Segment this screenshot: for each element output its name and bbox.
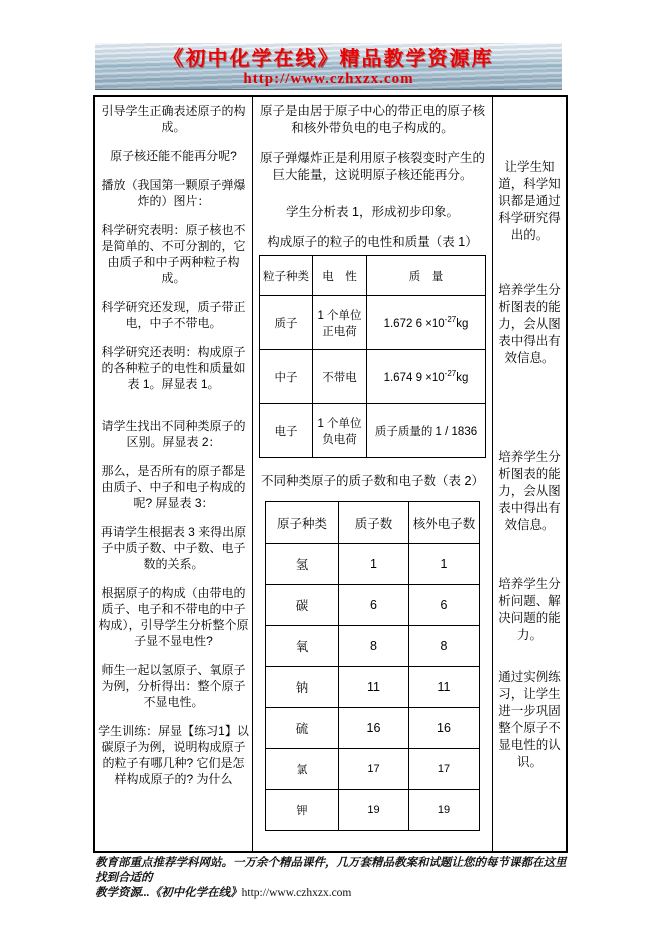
charge-cell: 不带电 [313,350,367,404]
mass-unit: kg [456,317,469,330]
teacher-activity-paragraph: 再请学生根据表 3 来得出原子中质子数、中子数、电子数的关系。 [100,525,247,571]
table-row [266,749,480,790]
content-paragraph: 原子是由居于原子中心的带正电的原子核和核外带负电的电子构成的。 [259,104,485,135]
proton-count-cell: 17 [339,749,409,790]
teacher-activity-paragraph: 科学研究还发现，质子带正电，中子不带电。 [101,300,246,330]
table-row [266,585,480,626]
teacher-activity-column [95,97,253,851]
table1-caption: 构成原子的粒子的电性和质量（表 1） [267,235,478,249]
particle-cell: 质子 [260,296,313,350]
mass-value: 质子质量的 1 / 1836 [374,425,478,438]
mass-cell [367,296,486,350]
table-row [260,296,486,350]
electron-count-cell: 6 [409,585,480,626]
teacher-activity-paragraph: 科学研究表明：原子核也不是简单的、不可分割的，它由质子和中子两种粒子构成。 [101,223,246,285]
table-header-cell: 粒子种类 [260,256,313,296]
table-header-row [266,502,480,544]
table-header-cell: 质 量 [367,256,486,296]
table-header-cell: 核外电子数 [409,502,480,544]
mass-exponent: -27 [444,369,457,379]
mass-cell [367,350,486,404]
proton-count-cell: 11 [339,667,409,708]
atom-type-cell: 硫 [266,708,339,749]
design-intent-paragraph: 培养学生分析图表的能力，会从图表中得出有效信息。 [498,450,561,532]
table-row [260,404,486,458]
electron-count-cell: 11 [409,667,480,708]
design-intent-column [493,97,566,851]
electron-count-cell: 1 [409,544,480,585]
electron-count-cell: 17 [409,749,480,790]
particle-properties-table [259,255,486,458]
atom-type-cell: 氢 [266,544,339,585]
teacher-activity-paragraph: 引导学生正确表述原子的构成。 [101,104,246,134]
table-row [266,667,480,708]
mass-unit: kg [456,371,469,384]
proton-count-cell: 6 [339,585,409,626]
teacher-activity-paragraph: 原子核还能不能再分呢? [110,149,237,163]
mass-cell [367,404,486,458]
atom-type-cell: 氯 [266,749,339,790]
atom-type-cell: 钠 [266,667,339,708]
design-intent-paragraph: 让学生知道，科学知识都是通过科学研究得出的。 [498,160,561,242]
proton-count-cell: 19 [339,790,409,831]
electron-count-cell: 8 [409,626,480,667]
proton-count-cell: 1 [339,544,409,585]
table-row [266,708,480,749]
teacher-activity-paragraph: 师生一起以氢原子、氧原子为例，分析得出：整个原子不显电性。 [101,663,246,709]
footer-line2-text: 教学资源...《初中化学在线》 [95,887,242,899]
proton-count-cell: 16 [339,708,409,749]
electron-count-cell: 16 [409,708,480,749]
atom-type-cell: 碳 [266,585,339,626]
teacher-activity-paragraph: 科学研究还表明：构成原子的各种粒子的电性和质量如表 1。屏显表 1。 [101,345,246,391]
content-paragraph: 原子弹爆炸正是利用原子核裂变时产生的巨大能量，这说明原子核还能再分。 [259,151,485,182]
atom-type-cell: 钾 [266,790,339,831]
table-header-cell: 电 性 [313,256,367,296]
design-intent-paragraph: 培养学生分析问题、解决问题的能力。 [498,577,561,642]
proton-electron-count-table [265,501,480,831]
design-intent-paragraph: 通过实例练习，让学生进一步巩固整个原子不显电性的认识。 [498,670,561,769]
lesson-plan-table [93,95,568,853]
proton-count-cell: 8 [339,626,409,667]
footer-line1: 教育部重点推荐学科网站。一万余个精品课件，几万套精品教案和试题让您的每节课都在这里找到合适的 [95,857,567,884]
table2-caption: 不同种类原子的质子数和电子数（表 2） [261,474,484,488]
banner-title: 《初中化学在线》精品教学资源库 [163,48,494,70]
teacher-activity-paragraph: 播放（我国第一颗原子弹爆炸的）图片： [101,178,246,208]
atom-type-cell: 氧 [266,626,339,667]
charge-cell: 1 个单位负电荷 [313,404,367,458]
table-header-cell: 质子数 [339,502,409,544]
footer-url: http://www.czhxzx.com [241,887,352,899]
table-row [266,544,480,585]
mass-exponent: -27 [444,315,457,325]
footer-line2 [95,886,573,901]
teacher-activity-paragraph: 请学生找出不同种类原子的区别。屏显表 2： [101,419,246,449]
table-row [260,350,486,404]
table-header-cell: 原子种类 [266,502,339,544]
mass-value: 1.672 6 ×10 [383,317,445,330]
electron-count-cell: 19 [409,790,480,831]
table-row [266,626,480,667]
design-intent-paragraph: 培养学生分析图表的能力，会从图表中得出有效信息。 [498,283,561,365]
particle-cell: 中子 [260,350,313,404]
mass-value: 1.674 9 ×10 [383,371,445,384]
site-banner [95,43,562,90]
content-paragraph: 学生分析表 1，形成初步印象。 [286,205,459,219]
teacher-activity-paragraph: 那么，是否所有的原子都是由质子、中子和电子构成的呢? 屏显表 3： [101,464,246,510]
banner-url: http://www.czhxzx.com [243,71,414,87]
particle-cell: 电子 [260,404,313,458]
footer [95,856,573,901]
table-row [266,790,480,831]
table-header-row [260,256,486,296]
content-column [253,97,493,851]
charge-cell: 1 个单位正电荷 [313,296,367,350]
teacher-activity-paragraph: 学生训练：屏显【练习1】以碳原子为例，说明构成原子的粒子有哪几种? 它们是怎样构成原子的? 为什么 [98,724,249,786]
teacher-activity-paragraph: 根据原子的构成（由带电的质子、电子和不带电的中子构成），引导学生分析整个原子显不显电性? [98,586,249,648]
